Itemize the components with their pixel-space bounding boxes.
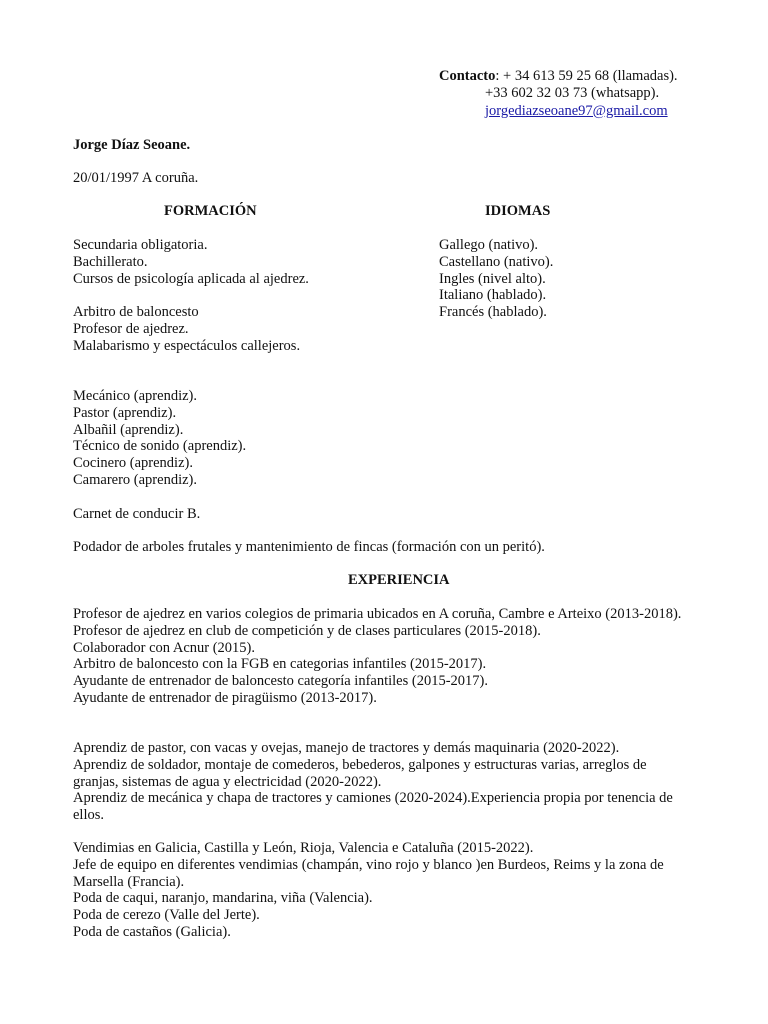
list-item: Italiano (hablado). [439,287,547,304]
experiencia-heading: EXPERIENCIA [348,572,450,588]
experiencia-group-c [73,840,693,941]
experience-item: Ayudante de entrenador de baloncesto categoría infantiles (2015-2017). [73,673,488,690]
experience-item: Aprendiz de soldador, montaje de comederos, bebederos, galpones y estructuras varias, arreglos de granjas, sistemas de agua y electricidad (2020-2022). [73,756,647,790]
list-item: Cursos de psicología aplicada al ajedrez. [73,270,309,287]
pruning-training: Podador de arboles frutales y mantenimiento de fincas (formación con un peritó). [73,539,545,555]
list-item: Pastor (aprendiz). [73,404,177,421]
list-item: Camarero (aprendiz). [73,471,197,488]
contact-block [439,68,678,120]
contact-label: Contacto [439,68,496,84]
list-item: Mecánico (aprendiz). [73,388,197,404]
experience-item: Aprendiz de mecánica y chapa de tractores y camiones (2020-2024).Experiencia propia por tenencia de ellos. [73,790,673,824]
experience-item: Poda de caqui, naranjo, mandarina, viña (Valencia). [73,890,373,907]
formacion-list-a [73,237,309,287]
list-item: Ingles (nivel alto). [439,270,546,287]
list-item: Técnico de sonido (aprendiz). [73,438,247,455]
list-item: Gallego (nativo). [439,237,539,253]
experience-item: Jefe de equipo en diferentes vendimias (champán, vino rojo y blanco )en Burdeos, Reims y la zona de Marsella (Francia). [73,856,664,890]
experience-item: Profesor de ajedrez en club de competición y de clases particulares (2015-2018). [73,622,541,639]
birth-info: 20/01/1997 A coruña. [73,170,199,186]
formacion-list-b [73,304,300,354]
experience-item: Colaborador con Acnur (2015). [73,639,256,656]
list-item: Malabarismo y espectáculos callejeros. [73,337,301,354]
list-item: Secundaria obligatoria. [73,237,208,253]
idiomas-heading: IDIOMAS [485,203,551,219]
list-item: Profesor de ajedrez. [73,320,189,337]
experience-item: Arbitro de baloncesto con la FGB en categorias infantiles (2015-2017). [73,656,487,673]
formacion-list-c [73,388,246,489]
experiencia-group-b [73,740,693,824]
experience-item: Profesor de ajedrez en varios colegios de primaria ubicados en A coruña, Cambre e Arteixo (2013-2018). [73,606,682,622]
idiomas-list [439,237,553,321]
contact-phone-whatsapp: +33 602 32 03 73 (whatsapp). [485,85,660,102]
list-item: Arbitro de baloncesto [73,304,199,320]
contact-email-link[interactable]: jorgediazseoane97@gmail.com [485,102,668,119]
candidate-name: Jorge Díaz Seoane. [73,137,191,153]
formacion-heading: FORMACIÓN [164,203,257,219]
list-item: Francés (hablado). [439,304,547,321]
contact-line-calls [439,68,678,85]
experience-item: Poda de castaños (Galicia). [73,923,231,940]
experiencia-group-a [73,606,693,707]
driving-license: Carnet de conducir B. [73,506,201,522]
contact-phone-calls: : + 34 613 59 25 68 (llamadas). [495,68,678,84]
list-item: Castellano (nativo). [439,253,554,270]
experience-item: Vendimias en Galicia, Castilla y León, Rioja, Valencia e Cataluña (2015-2022). [73,840,534,856]
experience-item: Aprendiz de pastor, con vacas y ovejas, manejo de tractores y demás maquinaria (2020-2022). [73,740,620,756]
list-item: Cocinero (aprendiz). [73,455,193,472]
experience-item: Ayudante de entrenador de piragüismo (2013-2017). [73,689,377,706]
experience-item: Poda de cerezo (Valle del Jerte). [73,907,260,924]
list-item: Bachillerato. [73,253,148,270]
list-item: Albañil (aprendiz). [73,421,184,438]
